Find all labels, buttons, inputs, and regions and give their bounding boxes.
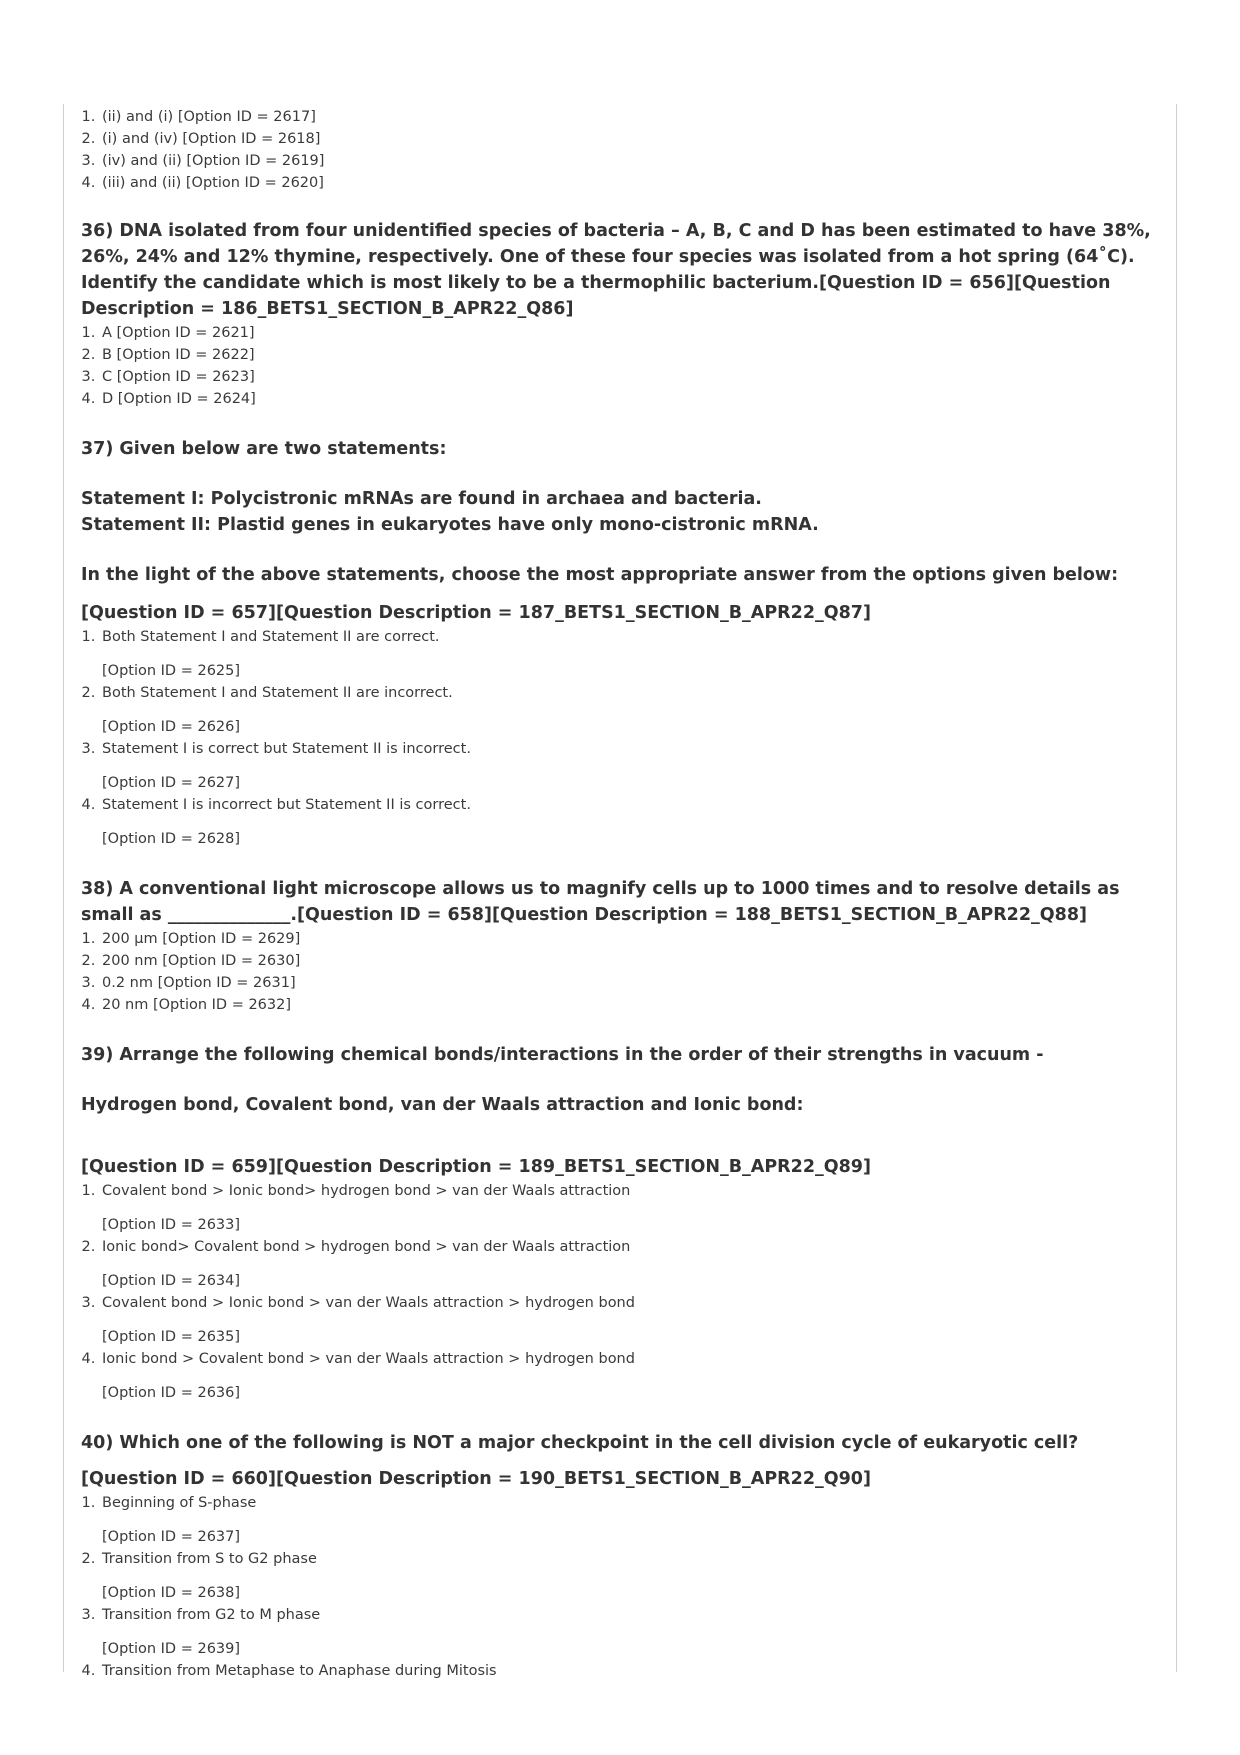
right-border-line [1176,104,1177,1672]
question-instruction: In the light of the above statements, choose the most appropriate answer from the options given below: [81,565,1119,585]
option-item: 4. D [Option ID = 2624] [100,388,1156,410]
option-text: Ionic bond> Covalent bond > hydrogen bond > van der Waals attraction [102,1239,631,1255]
option-item: 3. C [Option ID = 2623] [100,366,1156,388]
question-37 [76,436,1156,850]
option-item: 4. 20 nm [Option ID = 2632] [100,994,1156,1016]
option-text: Statement I is incorrect but Statement II is correct. [102,797,471,813]
option-id: [Option ID = 2627] [102,775,241,791]
option-text: Transition from S to G2 phase [102,1551,317,1567]
question-number: 36) [81,221,114,241]
option-item: 2. 200 nm [Option ID = 2630] [100,950,1156,972]
question-38 [76,876,1156,1016]
option-item [100,794,1156,850]
option-text: Transition from Metaphase to Anaphase during Mitosis [102,1663,497,1679]
option-item [100,682,1156,738]
q36-options [76,322,1156,410]
option-id: [Option ID = 2634] [102,1273,241,1289]
option-id: [Option ID = 2636] [102,1385,241,1401]
option-text: Statement I is correct but Statement II is incorrect. [102,741,471,757]
option-id: [Option ID = 2633] [102,1217,241,1233]
option-item [100,1180,1156,1236]
question-text [76,876,1156,928]
option-item [100,1348,1156,1404]
option-item: 4. (iii) and (ii) [Option ID = 2620] [100,172,1156,194]
question-number: 38) [81,879,114,899]
q35-options [76,106,1156,194]
option-text: Ionic bond > Covalent bond > van der Waals attraction > hydrogen bond [102,1351,635,1367]
option-id: [Option ID = 2628] [102,831,241,847]
question-36 [76,218,1156,410]
option-text: Both Statement I and Statement II are correct. [102,629,440,645]
option-item [100,1548,1156,1604]
option-id: [Option ID = 2635] [102,1329,241,1345]
option-item [100,626,1156,682]
option-id: [Option ID = 2637] [102,1529,241,1545]
question-ids: [Question ID = 657][Question Description = 187_BETS1_SECTION_B_APR22_Q87] [81,603,871,623]
bond-list: Hydrogen bond, Covalent bond, van der Waals attraction and Ionic bond: [81,1095,804,1115]
question-intro: Arrange the following chemical bonds/interactions in the order of their strengths in vacuum - [119,1045,1044,1065]
option-item: 3. 0.2 nm [Option ID = 2631] [100,972,1156,994]
option-item [100,1604,1156,1660]
q39-options [76,1180,1156,1404]
question-text [76,218,1156,322]
option-id: [Option ID = 2625] [102,663,241,679]
option-item [100,1292,1156,1348]
option-item [100,1660,1156,1682]
question-intro: Given below are two statements: [119,439,447,459]
option-text: Both Statement I and Statement II are incorrect. [102,685,453,701]
question-text [76,436,1156,462]
option-item [100,1492,1156,1548]
question-40 [76,1430,1156,1682]
option-item: 3. (iv) and (ii) [Option ID = 2619] [100,150,1156,172]
option-text: Covalent bond > Ionic bond > van der Waals attraction > hydrogen bond [102,1295,635,1311]
option-item [100,738,1156,794]
option-item: 2. (i) and (iv) [Option ID = 2618] [100,128,1156,150]
option-text: Transition from G2 to M phase [102,1607,321,1623]
left-border-line [63,104,64,1672]
option-item: 1. (ii) and (i) [Option ID = 2617] [100,106,1156,128]
question-number: 39) [81,1045,114,1065]
option-id: [Option ID = 2626] [102,719,241,735]
q38-options [76,928,1156,1016]
question-body: A conventional light microscope allows us to magnify cells up to 1000 times and to resolve details as small as ______________.[Question ID = 658][Question Description = 188_BETS1_SECTION_B_APR22_Q88] [81,879,1120,925]
question-body: Which one of the following is NOT a major checkpoint in the cell division cycle of eukaryotic cell? [119,1433,1079,1453]
option-item [100,1236,1156,1292]
question-text [76,1430,1156,1456]
option-item: 2. B [Option ID = 2622] [100,344,1156,366]
q37-options [76,626,1156,850]
question-number: 40) [81,1433,114,1453]
option-text: Beginning of S-phase [102,1495,257,1511]
option-id: [Option ID = 2639] [102,1641,241,1657]
option-id: [Option ID = 2638] [102,1585,241,1601]
question-39 [76,1042,1156,1404]
question-body: DNA isolated from four unidentified species of bacteria – A, B, C and D has been estimated to have 38%, 26%, 24% and 12% thymine, respectively. One of these four species was isolated from a hot spring (64˚C). Identify the candidate which is most likely to be a thermophilic bacterium.[Question ID = 656][Question Description = 186_BETS1_SECTION_B_APR22_Q86] [81,221,1151,319]
option-item: 1. 200 µm [Option ID = 2629] [100,928,1156,950]
question-text [76,1042,1156,1068]
option-text: Covalent bond > Ionic bond> hydrogen bond > van der Waals attraction [102,1183,631,1199]
statement-1: Statement I: Polycistronic mRNAs are found in archaea and bacteria. [81,489,762,509]
question-paper-page [76,106,1156,1682]
question-ids: [Question ID = 660][Question Description = 190_BETS1_SECTION_B_APR22_Q90] [81,1469,871,1489]
question-number: 37) [81,439,114,459]
question-ids: [Question ID = 659][Question Description = 189_BETS1_SECTION_B_APR22_Q89] [81,1157,871,1177]
option-item: 1. A [Option ID = 2621] [100,322,1156,344]
statement-2: Statement II: Plastid genes in eukaryotes have only mono-cistronic mRNA. [81,515,819,535]
q40-options [76,1492,1156,1682]
